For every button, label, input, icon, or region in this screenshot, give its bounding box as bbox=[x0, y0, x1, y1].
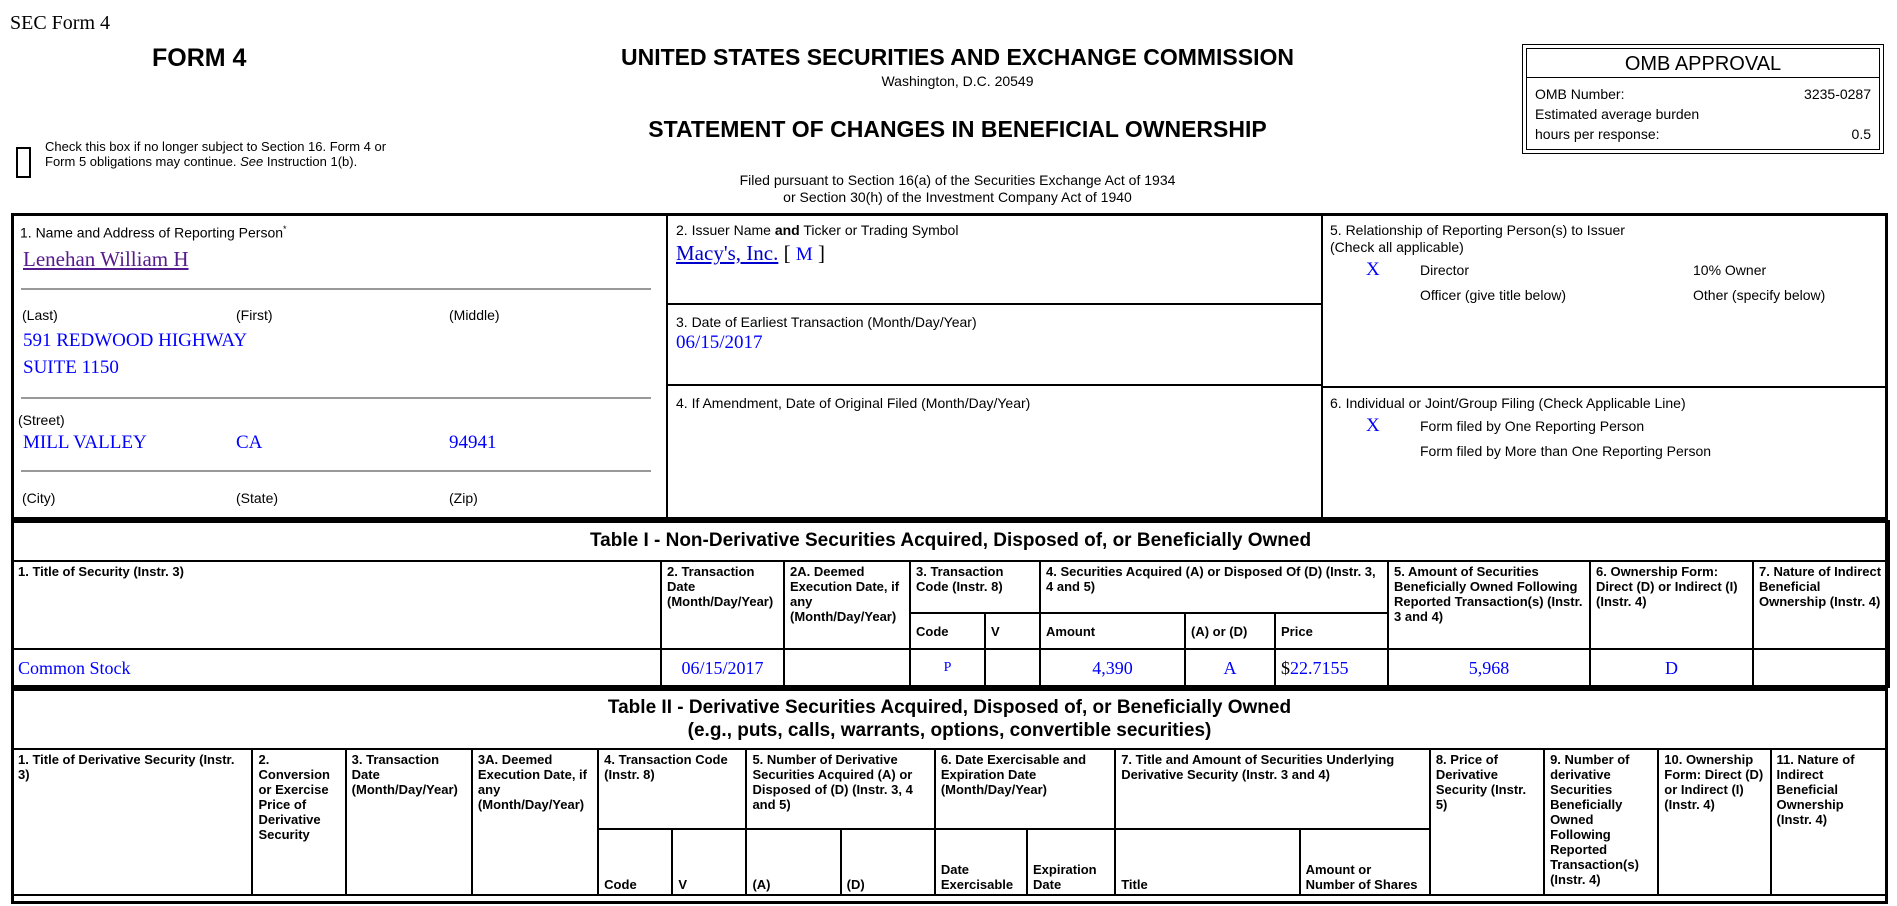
check-text-part1: Check this box if no longer subject to Section 16. Form 4 or Form 5 obligations may continue. bbox=[45, 139, 387, 169]
t2-subheader-expiration: Expiration Date bbox=[1027, 829, 1115, 895]
table1-title: Table I - Non-Derivative Securities Acquired, Disposed of, or Beneficially Owned bbox=[12, 521, 1889, 561]
box-filing-type bbox=[1321, 386, 1888, 520]
last-label: (Last) bbox=[22, 307, 58, 323]
t1-subheader-v: V bbox=[985, 613, 1040, 649]
street-line-1: 591 REDWOOD HIGHWAY bbox=[23, 330, 248, 351]
t1-owned: 5,968 bbox=[1388, 649, 1590, 687]
omb-hours-label: hours per response: bbox=[1535, 126, 1660, 142]
check-text-see: See bbox=[240, 154, 264, 169]
t1-amount: 4,390 bbox=[1040, 649, 1185, 687]
form-title: FORM 4 bbox=[152, 44, 247, 72]
t1-ownership-form: D bbox=[1590, 649, 1753, 687]
t2-header-owned: 9. Number of derivative Securities Beneficially Owned Following Reported Transaction(s) (Instr. 4) bbox=[1544, 749, 1658, 895]
t1-price-value: 22.7155 bbox=[1290, 657, 1349, 678]
t1-a-or-d: A bbox=[1185, 649, 1275, 687]
omb-title: OMB APPROVAL bbox=[1527, 51, 1879, 78]
table-row bbox=[12, 649, 1889, 687]
t1-subheader-code: Code bbox=[910, 613, 985, 649]
check-text-part2: Instruction 1(b). bbox=[266, 154, 358, 169]
filed-line-1: Filed pursuant to Section 16(a) of the Securities Exchange Act of 1934 bbox=[739, 172, 1176, 188]
t1-price-symbol: $ bbox=[1281, 657, 1290, 678]
director-label: Director bbox=[1420, 262, 1470, 278]
t1-deemed-date bbox=[784, 649, 910, 687]
box2-label: 2. Issuer Name and Ticker or Trading Symbol bbox=[676, 222, 959, 238]
table-derivative bbox=[11, 688, 1888, 896]
first-label: (First) bbox=[236, 307, 273, 323]
box-amendment bbox=[666, 384, 1323, 520]
t1-code: P bbox=[910, 649, 985, 687]
officer-label: Officer (give title below) bbox=[1420, 287, 1567, 303]
t1-subheader-a-or-d: (A) or (D) bbox=[1185, 613, 1275, 649]
state-value: CA bbox=[236, 432, 263, 453]
t1-nature bbox=[1753, 649, 1889, 687]
street-line-2: SUITE 1150 bbox=[23, 357, 119, 378]
filed-pursuant-text bbox=[400, 172, 1515, 206]
t2-header-title: 1. Title of Derivative Security (Instr. 3) bbox=[12, 749, 252, 895]
table2-title-line2: (e.g., puts, calls, warrants, options, convertible securities) bbox=[687, 720, 1212, 741]
ticker-bracket-close: ] bbox=[818, 241, 825, 265]
t2-subheader-amount-shares: Amount or Number of Shares bbox=[1300, 829, 1430, 895]
t1-header-ownership-form: 6. Ownership Form: Direct (D) or Indirect (I) (Instr. 4) bbox=[1590, 561, 1753, 649]
box-earliest-transaction bbox=[666, 303, 1323, 386]
t1-price bbox=[1275, 649, 1388, 687]
t1-header-owned: 5. Amount of Securities Beneficially Owned Following Reported Transaction(s) (Instr. 3 and 4) bbox=[1388, 561, 1590, 649]
t1-header-deemed: 2A. Deemed Execution Date, if any (Month/Day/Year) bbox=[784, 561, 910, 649]
box1-asterisk: * bbox=[283, 224, 287, 234]
box-reporting-person bbox=[11, 213, 668, 520]
one-person-mark: X bbox=[1366, 415, 1380, 436]
t1-header-date: 2. Transaction Date (Month/Day/Year) bbox=[661, 561, 784, 649]
issuer-row bbox=[676, 241, 825, 266]
statement-title: STATEMENT OF CHANGES IN BENEFICIAL OWNERSHIP bbox=[648, 116, 1267, 142]
t2-header-price: 8. Price of Derivative Security (Instr. 5) bbox=[1430, 749, 1544, 895]
city-label: (City) bbox=[22, 490, 56, 506]
filed-line-2: or Section 30(h) of the Investment Company Act of 1940 bbox=[783, 189, 1132, 205]
t2-header-code: 4. Transaction Code (Instr. 8) bbox=[598, 749, 746, 829]
omb-hours-value: 0.5 bbox=[1851, 126, 1871, 142]
t1-header-nature: 7. Nature of Indirect Beneficial Ownership (Instr. 4) bbox=[1753, 561, 1889, 649]
omb-approval-box bbox=[1522, 44, 1884, 154]
section16-checkbox[interactable] bbox=[16, 147, 31, 178]
ticker-bracket-open: [ bbox=[783, 241, 791, 265]
t2-subheader-d: (D) bbox=[841, 829, 935, 895]
omb-hours-row bbox=[1535, 126, 1871, 142]
omb-burden-row bbox=[1535, 106, 1871, 122]
t1-transaction-date: 06/15/2017 bbox=[661, 649, 784, 687]
box1-label: 1. Name and Address of Reporting Person* bbox=[20, 224, 287, 241]
box5-label-line1: 5. Relationship of Reporting Person(s) to Issuer bbox=[1330, 222, 1625, 238]
director-mark: X bbox=[1366, 259, 1380, 280]
reporting-person-name-link[interactable]: Lenehan William H bbox=[23, 247, 189, 271]
divider-name bbox=[21, 288, 651, 290]
table2-title bbox=[12, 689, 1887, 749]
middle-label: (Middle) bbox=[449, 307, 500, 323]
t2-header-nature: 11. Nature of Indirect Beneficial Ownership (Instr. 4) bbox=[1771, 749, 1887, 895]
t2-header-date: 3. Transaction Date (Month/Day/Year) bbox=[346, 749, 472, 895]
t1-header-code: 3. Transaction Code (Instr. 8) bbox=[910, 561, 1040, 613]
t2-header-conversion: 2. Conversion or Exercise Price of Derivative Security bbox=[252, 749, 345, 895]
t1-v bbox=[985, 649, 1040, 687]
commission-title: UNITED STATES SECURITIES AND EXCHANGE COMMISSION bbox=[620, 44, 1294, 70]
issuer-name-link[interactable]: Macy's, Inc. bbox=[676, 241, 779, 265]
omb-number-row bbox=[1535, 86, 1871, 102]
t1-header-acquired: 4. Securities Acquired (A) or Disposed Of (D) (Instr. 3, 4 and 5) bbox=[1040, 561, 1388, 613]
one-person-label: Form filed by One Reporting Person bbox=[1420, 418, 1645, 434]
omb-number-label: OMB Number: bbox=[1535, 86, 1625, 102]
box6-label: 6. Individual or Joint/Group Filing (Check Applicable Line) bbox=[1330, 395, 1686, 411]
ten-percent-owner-label: 10% Owner bbox=[1693, 262, 1767, 278]
t2-header-ownership-form: 10. Ownership Form: Direct (D) or Indirect (I) (Instr. 4) bbox=[1658, 749, 1770, 895]
box-relationship bbox=[1321, 213, 1888, 388]
sec-form-label: SEC Form 4 bbox=[10, 12, 111, 34]
t1-header-title: 1. Title of Security (Instr. 3) bbox=[12, 561, 661, 649]
ticker-symbol: M bbox=[795, 244, 813, 265]
t1-subheader-price: Price bbox=[1275, 613, 1388, 649]
divider-street bbox=[21, 397, 651, 399]
t1-subheader-amount: Amount bbox=[1040, 613, 1185, 649]
zip-label: (Zip) bbox=[449, 490, 478, 506]
t2-header-number: 5. Number of Derivative Securities Acquired (A) or Disposed of (D) (Instr. 3, 4 and 5) bbox=[746, 749, 934, 829]
t2-subheader-date-exercisable: Date Exercisable bbox=[935, 829, 1027, 895]
t2-subheader-v: V bbox=[672, 829, 746, 895]
state-label: (State) bbox=[236, 490, 279, 506]
commission-location: Washington, D.C. 20549 bbox=[881, 73, 1034, 89]
t2-subheader-code: Code bbox=[598, 829, 672, 895]
section16-check-text bbox=[45, 139, 395, 169]
t2-header-deemed: 3A. Deemed Execution Date, if any (Month/Day/Year) bbox=[472, 749, 598, 895]
divider-city bbox=[21, 470, 651, 472]
other-label: Other (specify below) bbox=[1693, 287, 1826, 303]
more-person-label: Form filed by More than One Reporting Person bbox=[1420, 443, 1712, 459]
t2-subheader-a: (A) bbox=[746, 829, 840, 895]
box5-label-line2: (Check all applicable) bbox=[1330, 239, 1464, 255]
zip-value: 94941 bbox=[449, 432, 497, 453]
box-issuer bbox=[666, 213, 1323, 305]
omb-number-value: 3235-0287 bbox=[1804, 86, 1871, 102]
box2-label-and: and bbox=[774, 222, 800, 238]
box4-label: 4. If Amendment, Date of Original Filed (Month/Day/Year) bbox=[676, 395, 1031, 411]
omb-burden-label: Estimated average burden bbox=[1535, 106, 1700, 122]
street-label: (Street) bbox=[18, 412, 65, 428]
box3-label: 3. Date of Earliest Transaction (Month/Day/Year) bbox=[676, 314, 977, 330]
t1-security-title: Common Stock bbox=[12, 649, 661, 687]
t2-subheader-title: Title bbox=[1115, 829, 1299, 895]
table2-title-line1: Table II - Derivative Securities Acquired, Disposed of, or Beneficially Owned bbox=[607, 697, 1292, 718]
t2-header-exercisable: 6. Date Exercisable and Expiration Date (Month/Day/Year) bbox=[935, 749, 1115, 829]
earliest-transaction-date: 06/15/2017 bbox=[676, 332, 763, 353]
t2-header-underlying: 7. Title and Amount of Securities Underlying Derivative Security (Instr. 3 and 4) bbox=[1115, 749, 1430, 829]
table-non-derivative bbox=[11, 520, 1890, 688]
city-value: MILL VALLEY bbox=[23, 432, 147, 453]
